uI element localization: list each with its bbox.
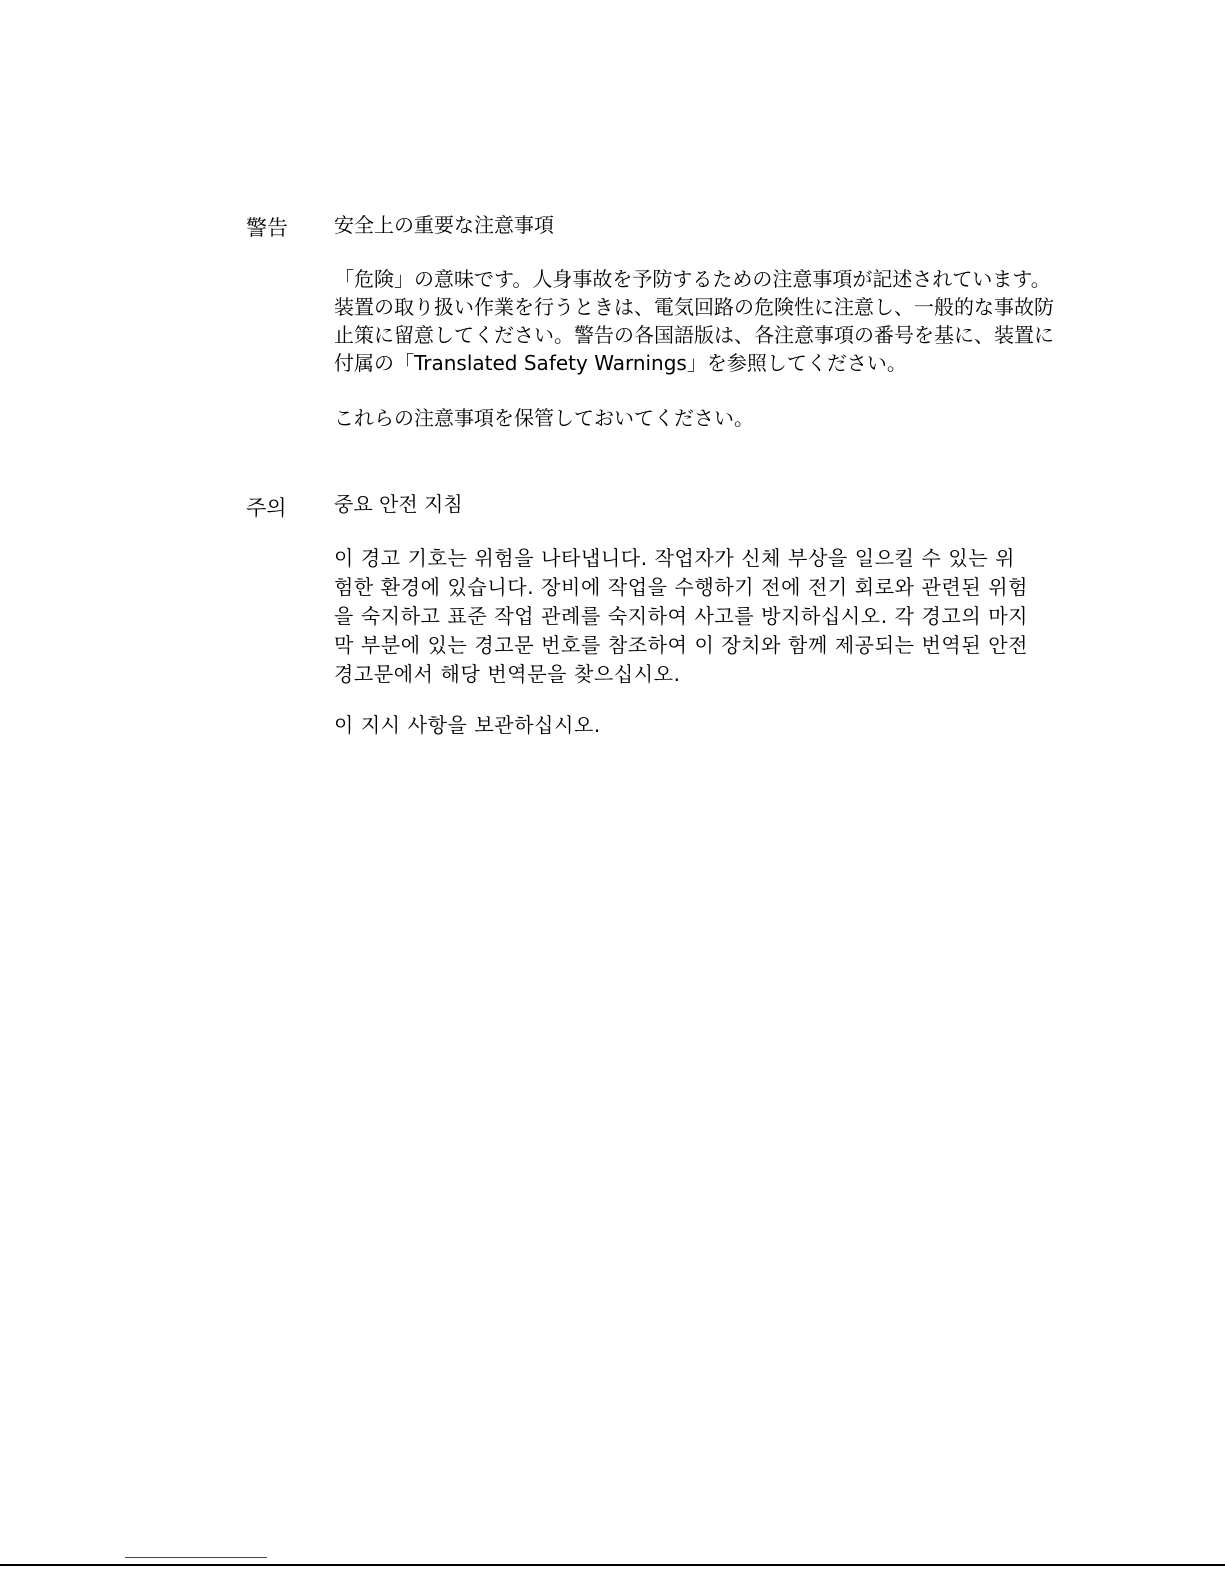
paragraph-line: 「危険」の意味です。人身事故を予防するための注意事項が記述されています。: [334, 267, 1051, 291]
warning-heading-japanese: 安全上の重要な注意事項: [334, 213, 554, 237]
paragraph-line: 付属の「Translated Safety Warnings」を参照してください。: [334, 351, 907, 375]
paragraph-line: 막 부분에 있는 경고문 번호를 참조하여 이 장치와 함께 제공되는 번역된 안전: [334, 633, 1029, 657]
warning-closing-korean: [334, 711, 1124, 740]
closing-line: 이 지시 사항을 보관하십시오.: [334, 713, 601, 737]
footer-rule: [0, 1564, 1225, 1566]
paragraph-line: 装置の取り扱い作業を行うときは、電気回路の危険性に注意し、一般的な事故防: [334, 295, 1054, 319]
warning-heading-korean: 중요 안전 지침: [334, 492, 463, 516]
warning-label-japanese: 警告: [246, 216, 288, 240]
warning-paragraph-japanese: [334, 265, 1124, 377]
paragraph-line: 험한 환경에 있습니다. 장비에 작업을 수행하기 전에 전기 회로와 관련된 위험: [334, 575, 1029, 599]
paragraph-line: 止策に留意してください。警告の各国語版は、各注意事項の番号を基に、装置に: [334, 323, 1054, 347]
closing-line: これらの注意事項を保管しておいてください。: [334, 406, 754, 430]
paragraph-line: 경고문에서 해당 번역문을 찾으십시오.: [334, 662, 681, 686]
paragraph-line: 을 숙지하고 표준 작업 관례를 숙지하여 사고를 방지하십시오. 각 경고의 마지: [334, 604, 1029, 628]
warning-label-korean: 주의: [246, 496, 287, 520]
warning-paragraph-korean: [334, 544, 1124, 689]
warning-closing-japanese: [334, 404, 1124, 432]
footer-link-underline: [125, 1557, 267, 1558]
paragraph-line: 이 경고 기호는 위험을 나타냅니다. 작업자가 신체 부상을 일으킬 수 있는 위: [334, 546, 1016, 570]
